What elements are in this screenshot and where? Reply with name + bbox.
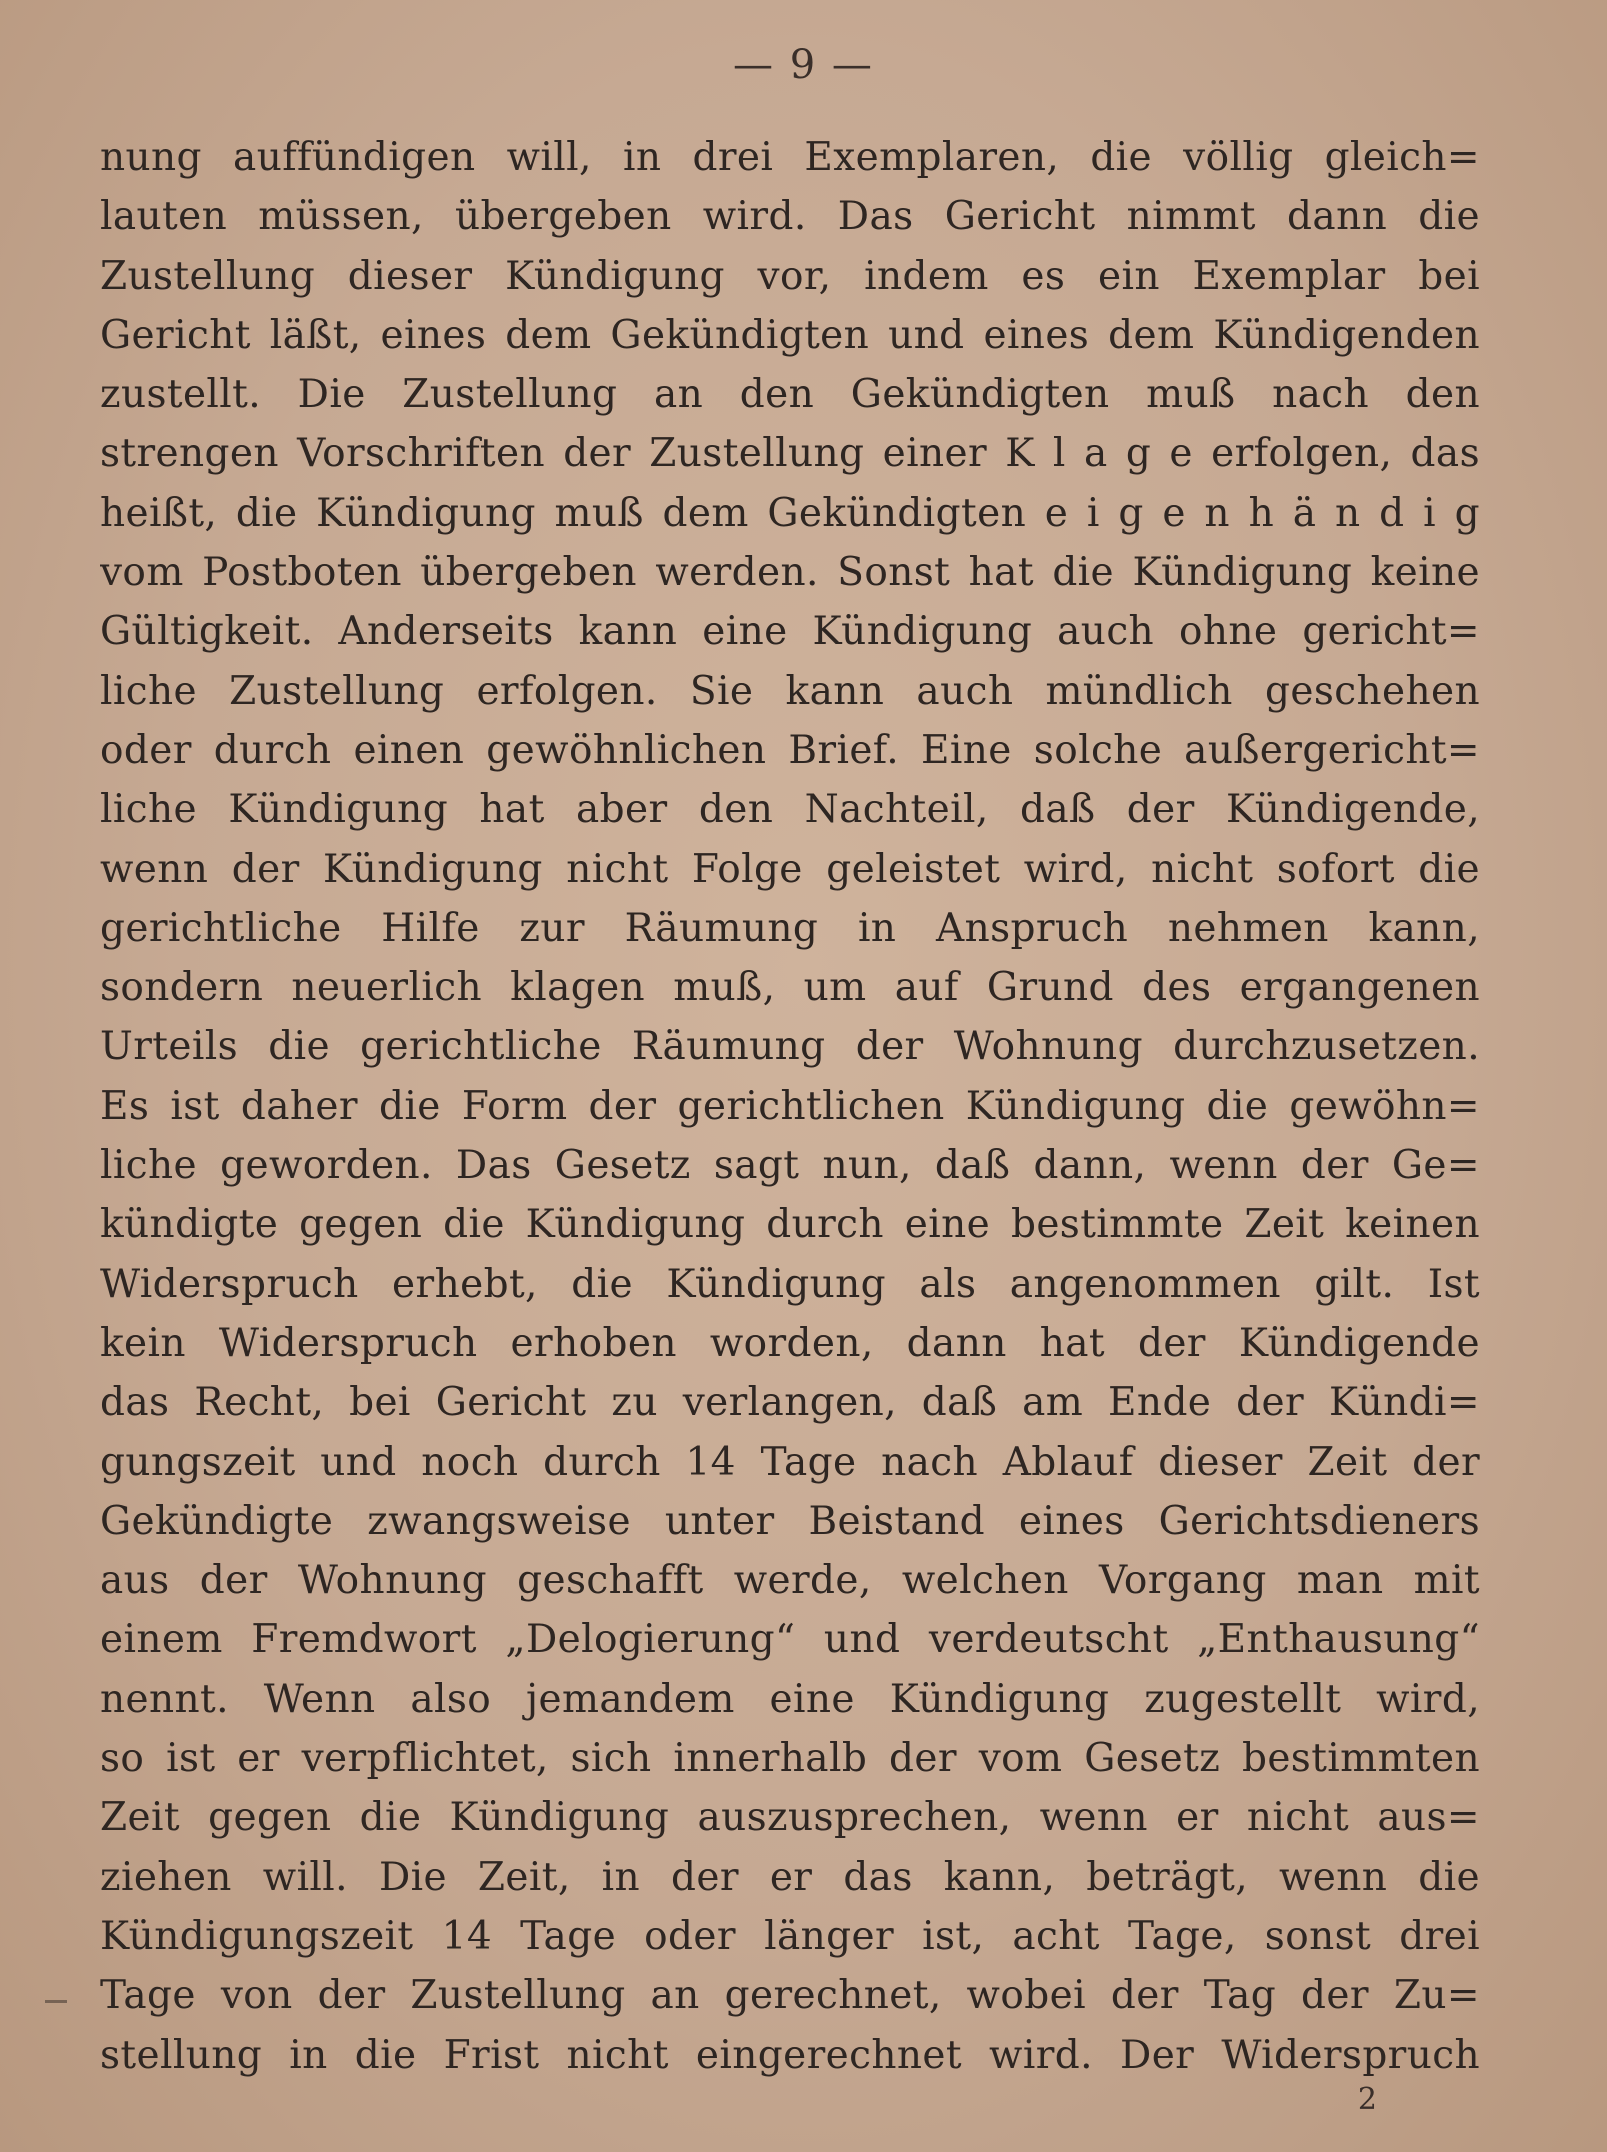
text-line: nennt. Wenn also jemandem eine Kündigung zugestellt wird,	[100, 1676, 1480, 1722]
text-line: Es ist daher die Form der gerichtlichen Kündigung die gewöhn=	[100, 1083, 1480, 1129]
text-line: Kündigungszeit 14 Tage oder länger ist, acht Tage, sonst drei	[100, 1913, 1480, 1959]
text-line: Tage von der Zustellung an gerechnet, wobei der Tag der Zu=	[100, 1973, 1480, 2019]
text-line: liche geworden. Das Gesetz sagt nun, daß dann, wenn der Ge=	[100, 1143, 1480, 1189]
text-line: vom Postboten übergeben werden. Sonst hat die Kündigung keine	[100, 550, 1480, 596]
text-line: heißt, die Kündigung muß dem Gekündigten e i g e n h ä n d i g	[100, 490, 1480, 536]
text-line: oder durch einen gewöhnlichen Brief. Eine solche außergericht=	[100, 727, 1480, 773]
text-line: sondern neuerlich klagen muß, um auf Grund des ergangenen	[100, 965, 1480, 1011]
text-line: wenn der Kündigung nicht Folge geleistet wird, nicht sofort die	[100, 846, 1480, 892]
text-line: liche Zustellung erfolgen. Sie kann auch mündlich geschehen	[100, 668, 1480, 714]
margin-mark	[45, 2000, 67, 2003]
text-line: liche Kündigung hat aber den Nachteil, daß der Kündigende,	[100, 787, 1480, 833]
text-line: gungszeit und noch durch 14 Tage nach Ablauf dieser Zeit der	[100, 1439, 1480, 1485]
text-line: gerichtliche Hilfe zur Räumung in Anspruch nehmen kann,	[100, 905, 1480, 951]
text-line: kündigte gegen die Kündigung durch eine bestimmte Zeit keinen	[100, 1202, 1480, 1248]
text-line: zustellt. Die Zustellung an den Gekündigten muß nach den	[100, 372, 1480, 418]
text-line: Gericht läßt, eines dem Gekündigten und eines dem Kündigenden	[100, 312, 1480, 358]
text-line: Urteils die gerichtliche Räumung der Wohnung durchzusetzen.	[100, 1024, 1480, 1070]
text-line: Zeit gegen die Kündigung auszusprechen, wenn er nicht aus=	[100, 1795, 1480, 1841]
text-line: Gekündigte zwangsweise unter Beistand eines Gerichtsdieners	[100, 1498, 1480, 1544]
text-line: aus der Wohnung geschafft werde, welchen Vorgang man mit	[100, 1558, 1480, 1604]
text-line: das Recht, bei Gericht zu verlangen, daß am Ende der Kündi=	[100, 1380, 1480, 1426]
body-text	[100, 128, 1480, 2085]
text-line: einem Fremdwort „Delogierung“ und verdeutscht „Enthausung“	[100, 1617, 1480, 1663]
text-line: Zustellung dieser Kündigung vor, indem es ein Exemplar bei	[100, 253, 1480, 299]
text-line: so ist er verpflichtet, sich innerhalb der vom Gesetz bestimmten	[100, 1736, 1480, 1782]
text-line: lauten müssen, übergeben wird. Das Gericht nimmt dann die	[100, 194, 1480, 240]
text-line: stellung in die Frist nicht eingerechnet wird. Der Widerspruch	[100, 2032, 1480, 2078]
text-line: kein Widerspruch erhoben worden, dann hat der Kündigende	[100, 1320, 1480, 1366]
text-line: Gültigkeit. Anderseits kann eine Kündigung auch ohne gericht=	[100, 609, 1480, 655]
text-line: nung auffündigen will, in drei Exemplaren, die völlig gleich=	[100, 135, 1480, 180]
text-line: ziehen will. Die Zeit, in der er das kann, beträgt, wenn die	[100, 1854, 1480, 1900]
text-line: strengen Vorschriften der Zustellung einer K l a g e erfolgen, das	[100, 431, 1480, 477]
text-line: Widerspruch erhebt, die Kündigung als angenommen gilt. Ist	[100, 1261, 1480, 1307]
signature-mark: 2	[1357, 2082, 1377, 2117]
page-header: — 9 —	[733, 42, 874, 88]
